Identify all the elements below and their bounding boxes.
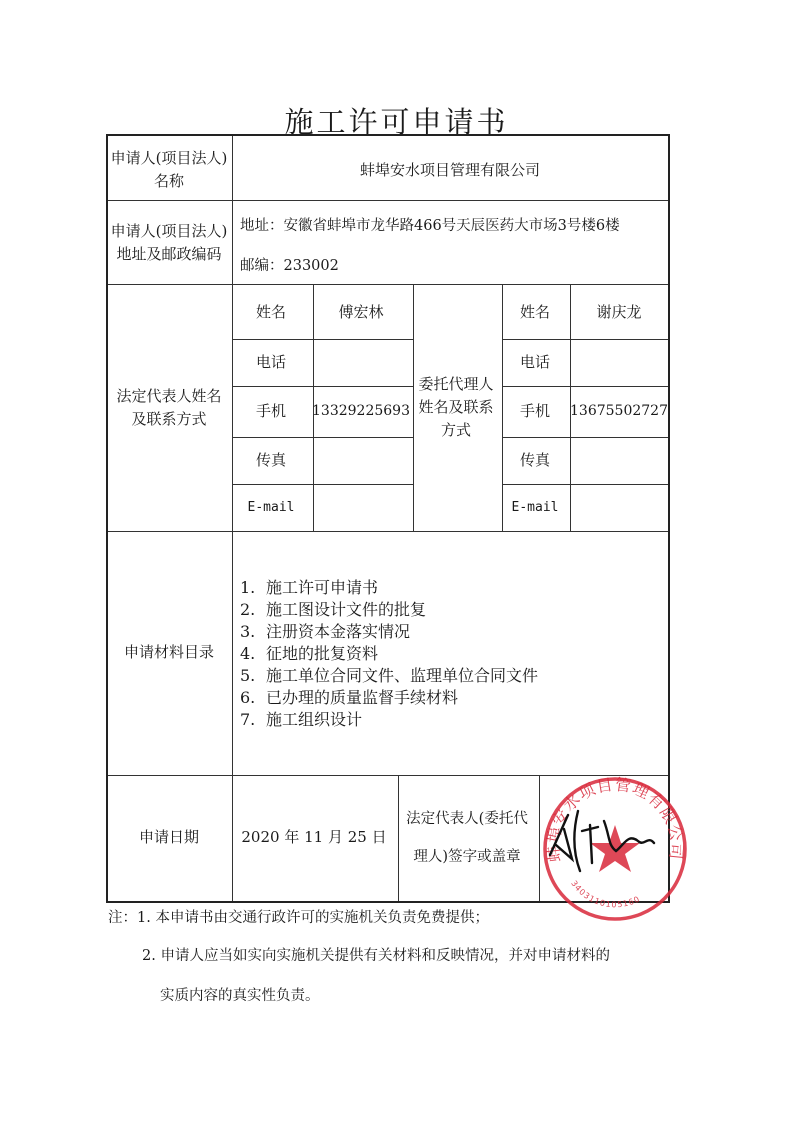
date-value: 2020 年 11 月 25 日: [241, 827, 387, 846]
materials-label: 申请材料目录: [123, 642, 214, 661]
legal-rep-email-label: E-mail: [247, 499, 295, 515]
agent-name-value: 谢庆龙: [596, 302, 642, 321]
legal-rep-phone-label: 电话: [255, 352, 286, 371]
handwritten-signature: [520, 785, 670, 895]
agent-phone-label: 电话: [519, 352, 550, 371]
signature-label: 法定代表人(委托代理人)签字或盖章: [406, 811, 528, 865]
legal-rep-label: 法定代表人姓名及联系方式: [116, 386, 222, 428]
applicant-address-label: 申请人(项目法人)地址及邮政编码: [110, 222, 228, 263]
agent-phone-value: [570, 339, 668, 385]
agent-fax-value: [570, 437, 668, 483]
applicant-postcode-value: 邮编：233002: [240, 257, 339, 274]
list-item: 5. 施工单位合同文件、监理单位合同文件: [240, 666, 539, 685]
svg-text:3403110105160: 3403110105160: [569, 878, 642, 910]
list-item: 3. 注册资本金落实情况: [240, 622, 411, 641]
legal-rep-fax-label: 传真: [255, 450, 286, 469]
legal-rep-mobile-label: 手机: [255, 401, 286, 420]
agent-label: 委托代理人姓名及联系方式: [418, 375, 494, 439]
list-item: 4. 征地的批复资料: [240, 644, 379, 663]
applicant-name-value: 蚌埠安水项目管理有限公司: [359, 160, 540, 179]
note-2-continued: 实质内容的真实性负责。: [160, 988, 320, 1004]
note-2: 2. 申请人应当如实向实施机关提供有关材料和反映情况，并对申请材料的: [142, 948, 610, 964]
agent-fax-label: 传真: [519, 450, 550, 469]
date-label: 申请日期: [138, 827, 199, 846]
agent-mobile-label: 手机: [519, 401, 550, 420]
legal-rep-mobile-value: 13329225693: [312, 402, 410, 419]
materials-list: [240, 577, 538, 731]
legal-rep-name-label: 姓名: [255, 302, 286, 321]
legal-rep-email-value: [312, 484, 410, 530]
applicant-name-label: 申请人(项目法人)名称: [110, 149, 228, 190]
legal-rep-fax-value: [312, 437, 410, 483]
list-item: 6. 已办理的质量监督手续材料: [240, 688, 459, 707]
svg-text:蚌埠安水项目管理有限公司: 蚌埠安水项目管理有限公司: [543, 775, 687, 863]
agent-name-label: 姓名: [519, 302, 550, 321]
list-item: 2. 施工图设计文件的批复: [240, 600, 427, 619]
applicant-address-value: 地址：安徽省蚌埠市龙华路466号天辰医药大市场3号楼6楼: [240, 217, 620, 234]
agent-email-value: [570, 484, 668, 530]
legal-rep-phone-value: [312, 339, 410, 385]
list-item: 7. 施工组织设计: [240, 710, 363, 729]
list-item: 1. 施工许可申请书: [240, 578, 379, 597]
page-title: 施工许可申请书: [284, 105, 509, 139]
note-1: 注：1. 本申请书由交通行政许可的实施机关负责免费提供；: [108, 910, 489, 926]
agent-mobile-value: 13675502727: [570, 402, 668, 419]
agent-email-label: E-mail: [511, 499, 559, 515]
legal-rep-name-value: 傅宏林: [338, 302, 384, 321]
